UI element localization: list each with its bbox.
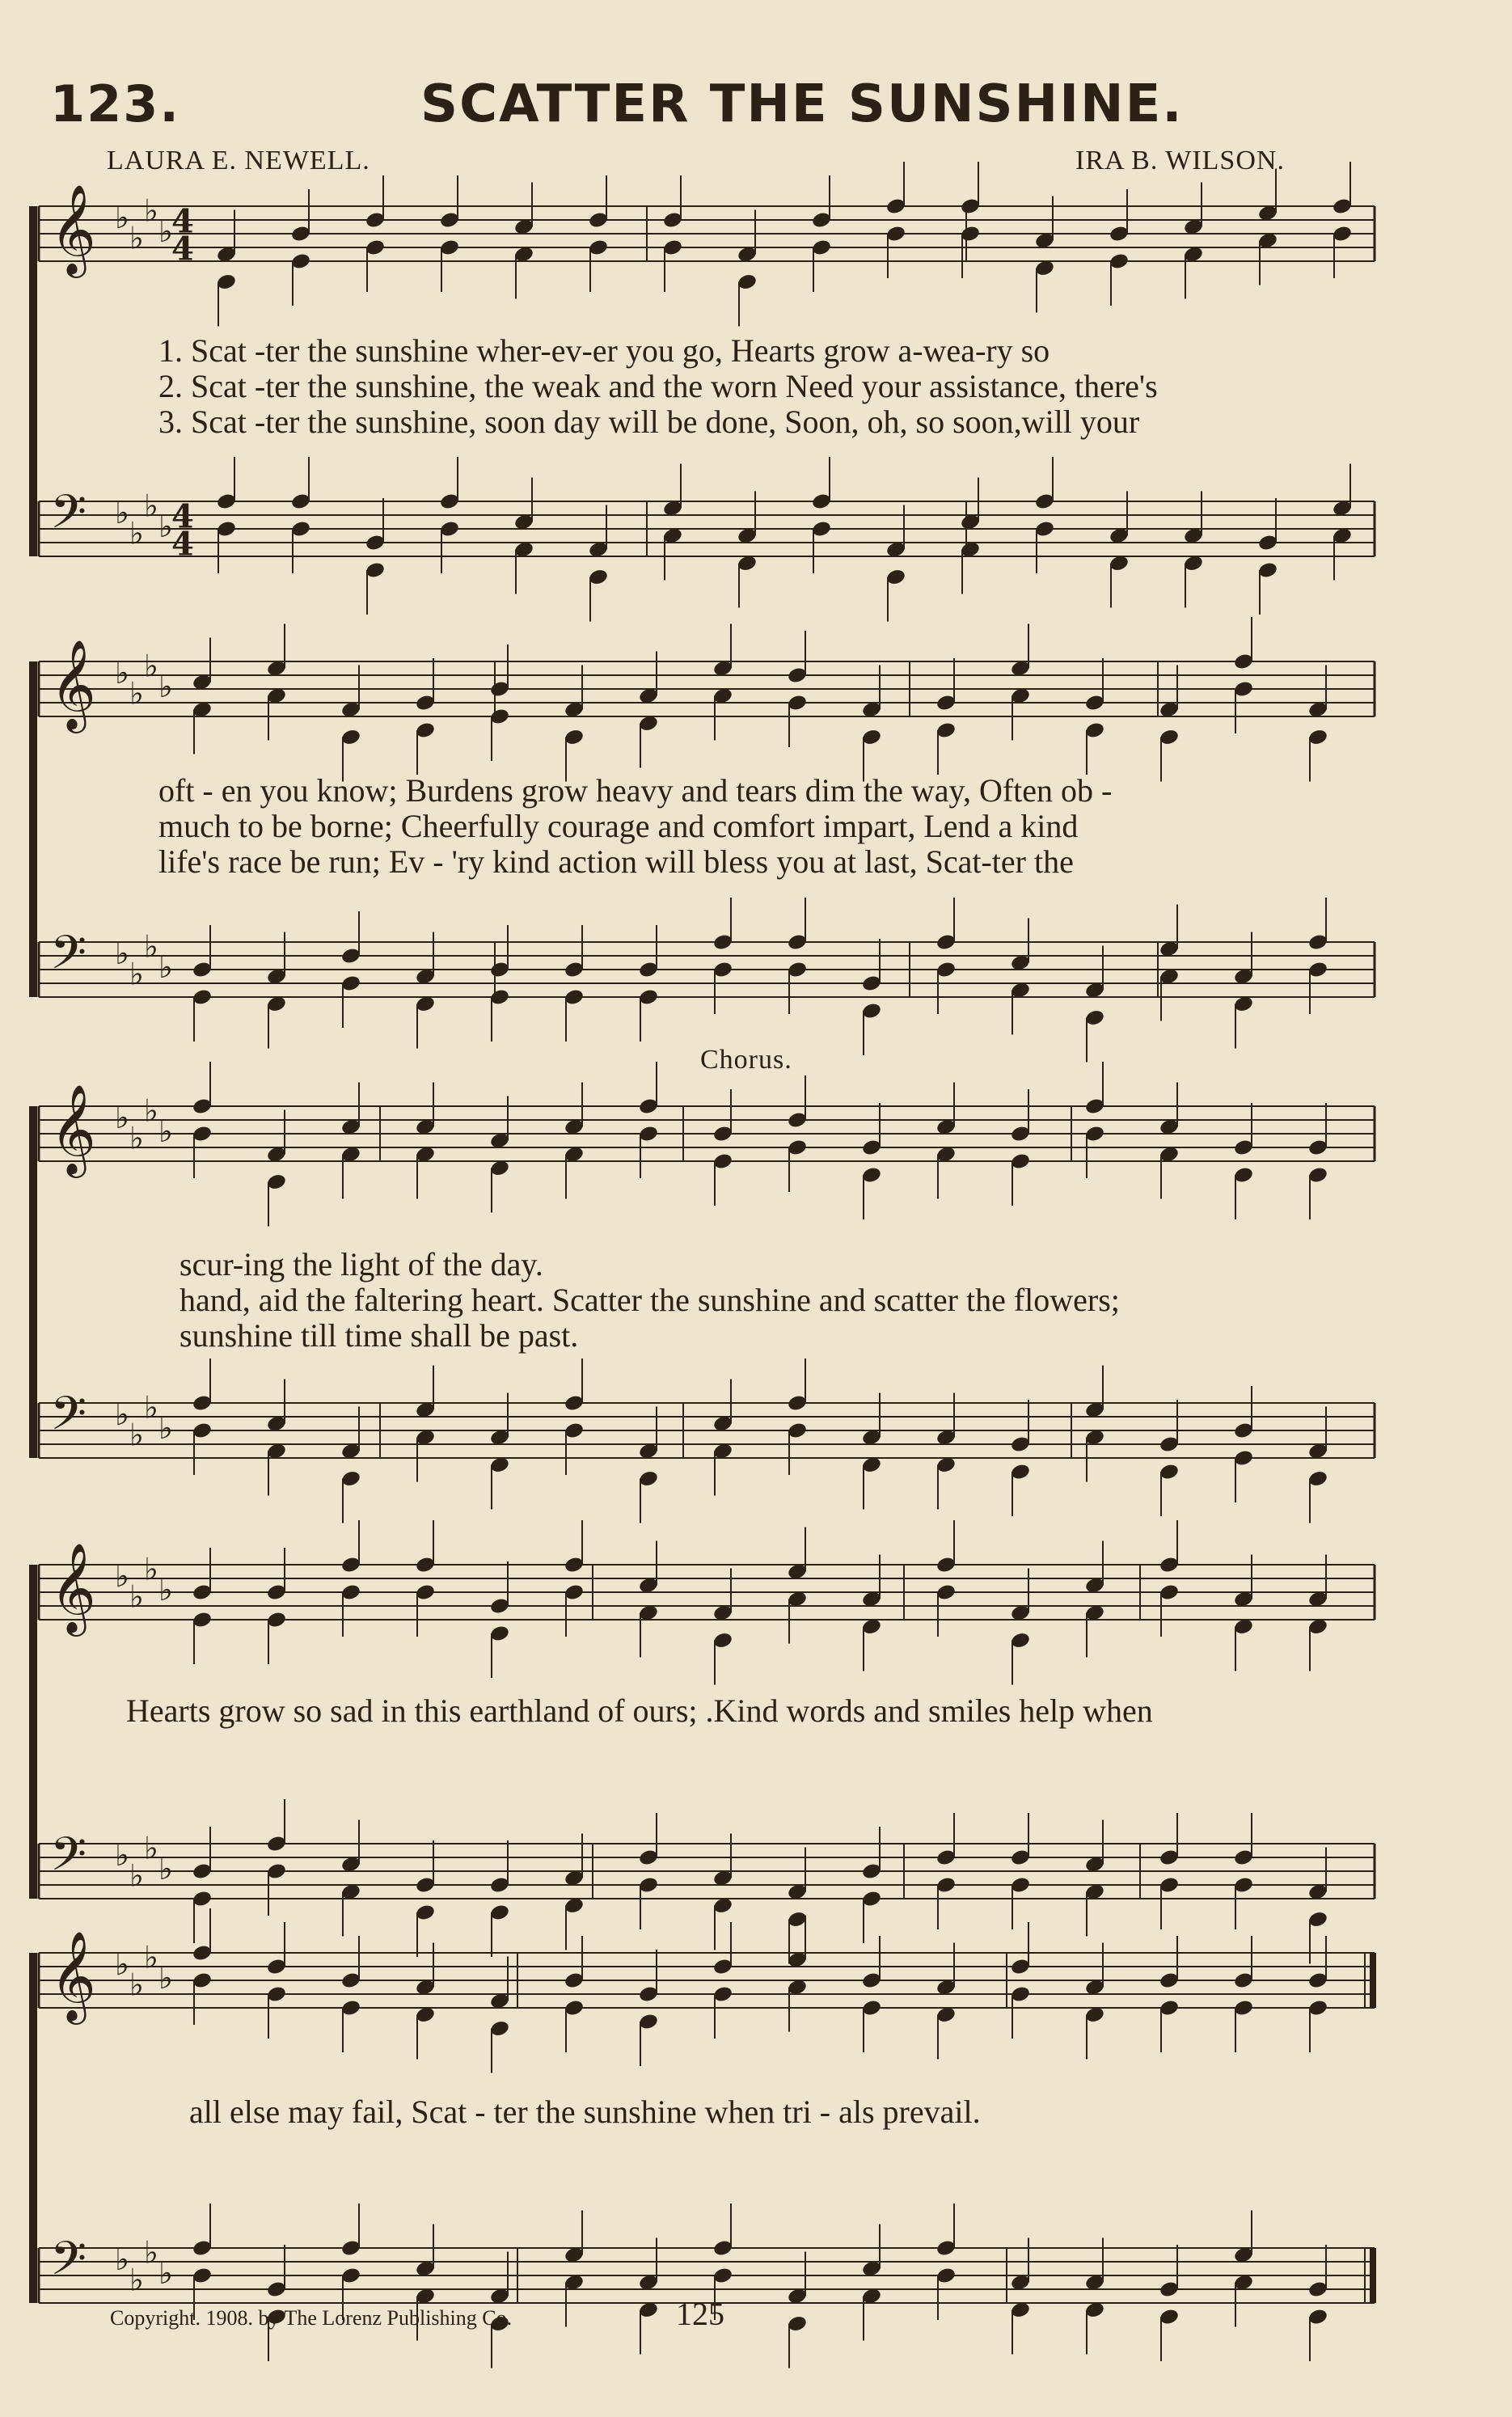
final-barline (1370, 1953, 1376, 2008)
flat-sign: ♭ (115, 1837, 129, 1873)
verse-line: hand, aid the faltering heart. Scatter the sunshine and scatter the flowers; (179, 1282, 1120, 1318)
verse-line: 3. Scat -ter the sunshine, soon day will be done, Soon, oh, so soon,will your (158, 404, 1140, 440)
treble-clef: 𝄞 (50, 1084, 96, 1175)
verse-line: life's race be run; Ev - 'ry kind action will bless you at last, Scat-ter the (158, 843, 1074, 880)
flat-sign: ♭ (144, 1830, 158, 1866)
bass-clef: 𝄢 (50, 1386, 87, 1453)
flat-sign: ♭ (144, 192, 158, 229)
verse-line: oft - en you know; Burdens grow heavy and tears dim the way, Often ob - (158, 772, 1113, 809)
flat-sign: ♭ (158, 1960, 173, 1996)
flat-sign: ♭ (115, 2242, 129, 2277)
flat-sign: ♭ (129, 1417, 144, 1453)
flat-sign: ♭ (115, 655, 129, 691)
flat-sign: ♭ (158, 2255, 173, 2291)
time-signature: 4 (171, 525, 194, 564)
system-brace (29, 206, 37, 556)
flat-sign: ♭ (144, 928, 158, 965)
time-signature: 4 (171, 230, 194, 268)
flat-sign: ♭ (144, 648, 158, 684)
flat-sign: ♭ (144, 1939, 158, 1975)
flat-sign: ♭ (129, 515, 144, 551)
time-signature: 4 (171, 497, 194, 536)
treble-clef: 𝄞 (50, 1930, 96, 2022)
flat-sign: ♭ (115, 1558, 129, 1594)
composer-credit: IRA B. WILSON. (1075, 146, 1285, 175)
flat-sign: ♭ (144, 1551, 158, 1587)
final-barline (1370, 2248, 1376, 2303)
flat-sign: ♭ (144, 1092, 158, 1129)
system-brace (29, 1953, 37, 2303)
verse-line: all else may fail, Scat - ter the sunshine when tri - als prevail. (189, 2094, 981, 2130)
flat-sign: ♭ (129, 2262, 144, 2298)
flat-sign: ♭ (158, 509, 173, 544)
flat-sign: ♭ (158, 1572, 173, 1608)
treble-clef: 𝄞 (50, 184, 96, 275)
flat-sign: ♭ (144, 1389, 158, 1426)
flat-sign: ♭ (115, 1946, 129, 1982)
flat-sign: ♭ (129, 220, 144, 256)
flat-sign: ♭ (115, 495, 129, 530)
treble-clef: 𝄞 (50, 639, 96, 730)
flat-sign: ♭ (144, 488, 158, 524)
page-number: 125 (676, 2296, 724, 2332)
flat-sign: ♭ (115, 1397, 129, 1432)
flat-sign: ♭ (129, 1578, 144, 1615)
hymn-title: SCATTER THE SUNSHINE. (420, 74, 1184, 134)
flat-sign: ♭ (129, 1967, 144, 2003)
flat-sign: ♭ (129, 1857, 144, 1894)
bass-clef: 𝄢 (50, 925, 87, 992)
verse-line: Hearts grow so sad in this earthland of ours; .Kind words and smiles help when (126, 1692, 1153, 1729)
system-brace (29, 661, 37, 997)
flat-sign: ♭ (115, 936, 129, 971)
flat-sign: ♭ (158, 1113, 173, 1149)
flat-sign: ♭ (129, 675, 144, 712)
flat-sign: ♭ (129, 1120, 144, 1156)
treble-clef: 𝄞 (50, 1542, 96, 1633)
hymn-number: 123. (50, 74, 180, 133)
system-brace (29, 1565, 37, 1899)
flat-sign: ♭ (158, 669, 173, 704)
flat-sign: ♭ (144, 2234, 158, 2271)
flat-sign: ♭ (158, 949, 173, 985)
chorus-label: Chorus. (700, 1045, 792, 1075)
flat-sign: ♭ (158, 1410, 173, 1446)
copyright-notice: Copyright. 1908. by The Lorenz Publishing Co. (110, 2306, 513, 2330)
flat-sign: ♭ (129, 956, 144, 992)
bass-clef: 𝄢 (50, 1827, 87, 1894)
flat-sign: ♭ (115, 1100, 129, 1135)
time-signature: 4 (171, 202, 194, 241)
verse-line: sunshine till time shall be past. (179, 1317, 579, 1354)
flat-sign: ♭ (158, 1851, 173, 1887)
bass-clef: 𝄢 (50, 2231, 87, 2298)
flat-sign: ♭ (115, 200, 129, 235)
lyricist-credit: LAURA E. NEWELL. (107, 146, 370, 175)
verse-line: much to be borne; Cheerfully courage and comfort impart, Lend a kind (158, 808, 1079, 844)
verse-line: 2. Scat -ter the sunshine, the weak and the worn Need your assistance, there's (158, 368, 1158, 404)
verse-line: scur-ing the light of the day. (179, 1246, 543, 1282)
system-brace (29, 1106, 37, 1458)
bass-clef: 𝄢 (50, 484, 87, 551)
verse-line: 1. Scat -ter the sunshine wher-ev-er you go, Hearts grow a-wea-ry so (158, 332, 1050, 369)
flat-sign: ♭ (158, 213, 173, 249)
